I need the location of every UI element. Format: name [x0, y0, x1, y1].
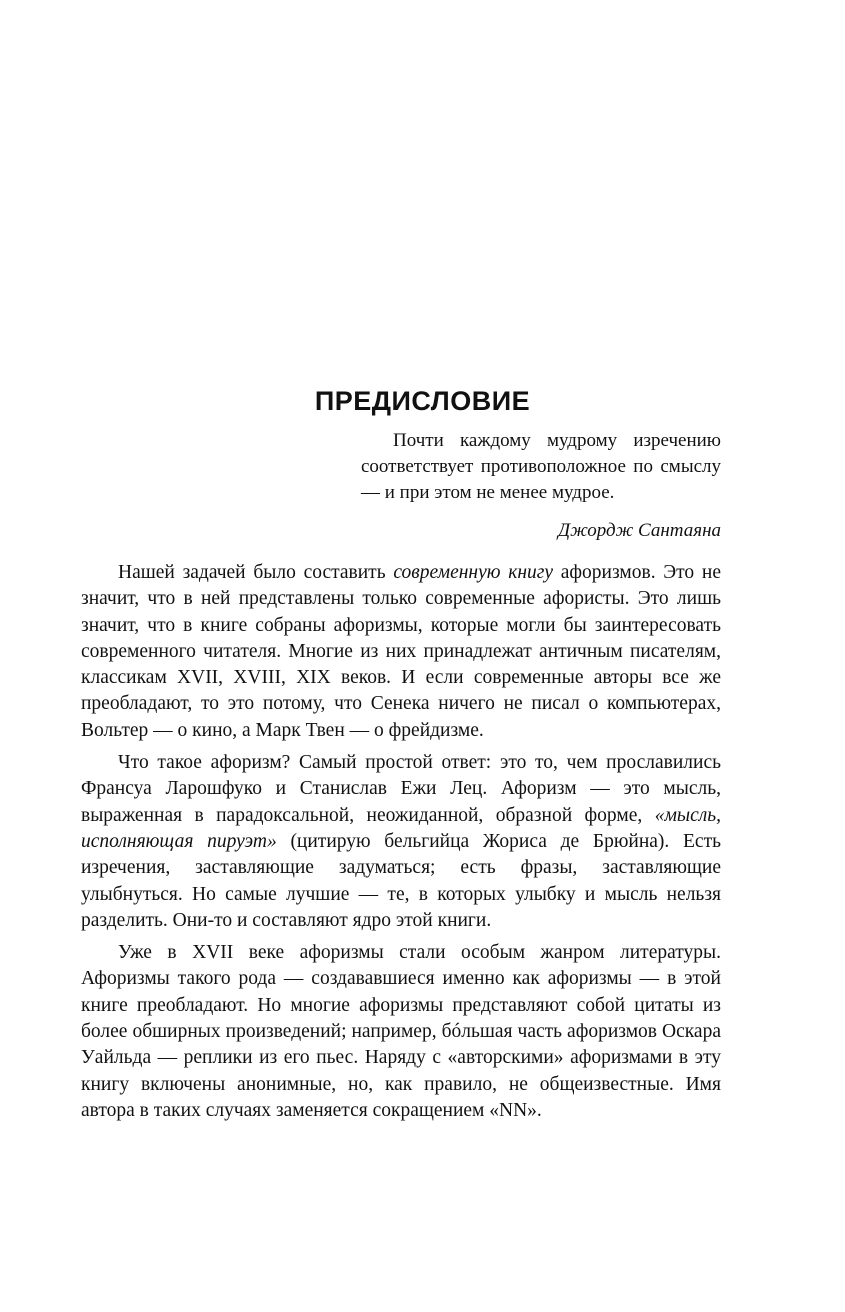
paragraph-1 [81, 560, 721, 744]
paragraph-1-end: афоризмов. Это не значит, что в ней представлены только современные афористы. Это лишь значит, что в книге собраны афоризмы, которые могли бы заинтересовать современного читателя. Многие из них принадлежат античным писателям, классикам XVII, XVIII, XIX веков. И если современные авторы все же преобладают, то это потому, что Сенека ничего не писал о компьютерах, Вольтер — о кино, а Марк Твен — о фрейдизме. [81, 562, 721, 741]
paragraph-2-emphasis: «мысль, исполняющая пируэт» [81, 804, 721, 852]
paragraph-1-start: Нашей задачей было составить [118, 562, 394, 583]
epigraph-text: Почти каждому мудрому изречению соответствует противоположное по смыслу — и при этом не менее мудрое. [361, 430, 721, 503]
paragraph-3: Уже в XVII веке афоризмы стали особым жанром литературы. Афоризмы такого рода — создававшиеся именно как афоризмы — в этой книге преобладают. Но многие афоризмы представляют собой цитаты из более обширных произведений; например, бóльшая часть афоризмов Оскара Уайльда — реплики из его пьес. Наряду с «авторскими» афоризмами в эту книгу включены анонимные, но, как правило, не общеизвестные. Имя автора в таких случаях заменяется сокращением «NN». [81, 942, 721, 1121]
page-title: ПРЕДИСЛОВИЕ [314, 386, 531, 416]
paragraph-1-emphasis: современную книгу [393, 562, 554, 583]
epigraph [361, 428, 721, 544]
paragraph-2-end: (цитирую бельгийца Жориса де Брюйна). Есть изречения, заставляющие задуматься; есть фразы, заставляющие улыбнуться. Но самые лучшие — те, в которых улыбку и мысль нельзя разделить. Они-то и составляют ядро этой книги. [81, 830, 721, 931]
epigraph-author: Джордж Сантаяна [557, 520, 721, 541]
preface-body [81, 560, 721, 1130]
paragraph-2-start: Что такое афоризм? Самый простой ответ: это то, чем прославились Франсуа Ларошфуко и Станислав Ежи Лец. Афоризм — это мысль, выраженная в парадоксальной, неожиданной, образной форме, [81, 752, 721, 826]
paragraph-2 [81, 750, 721, 934]
